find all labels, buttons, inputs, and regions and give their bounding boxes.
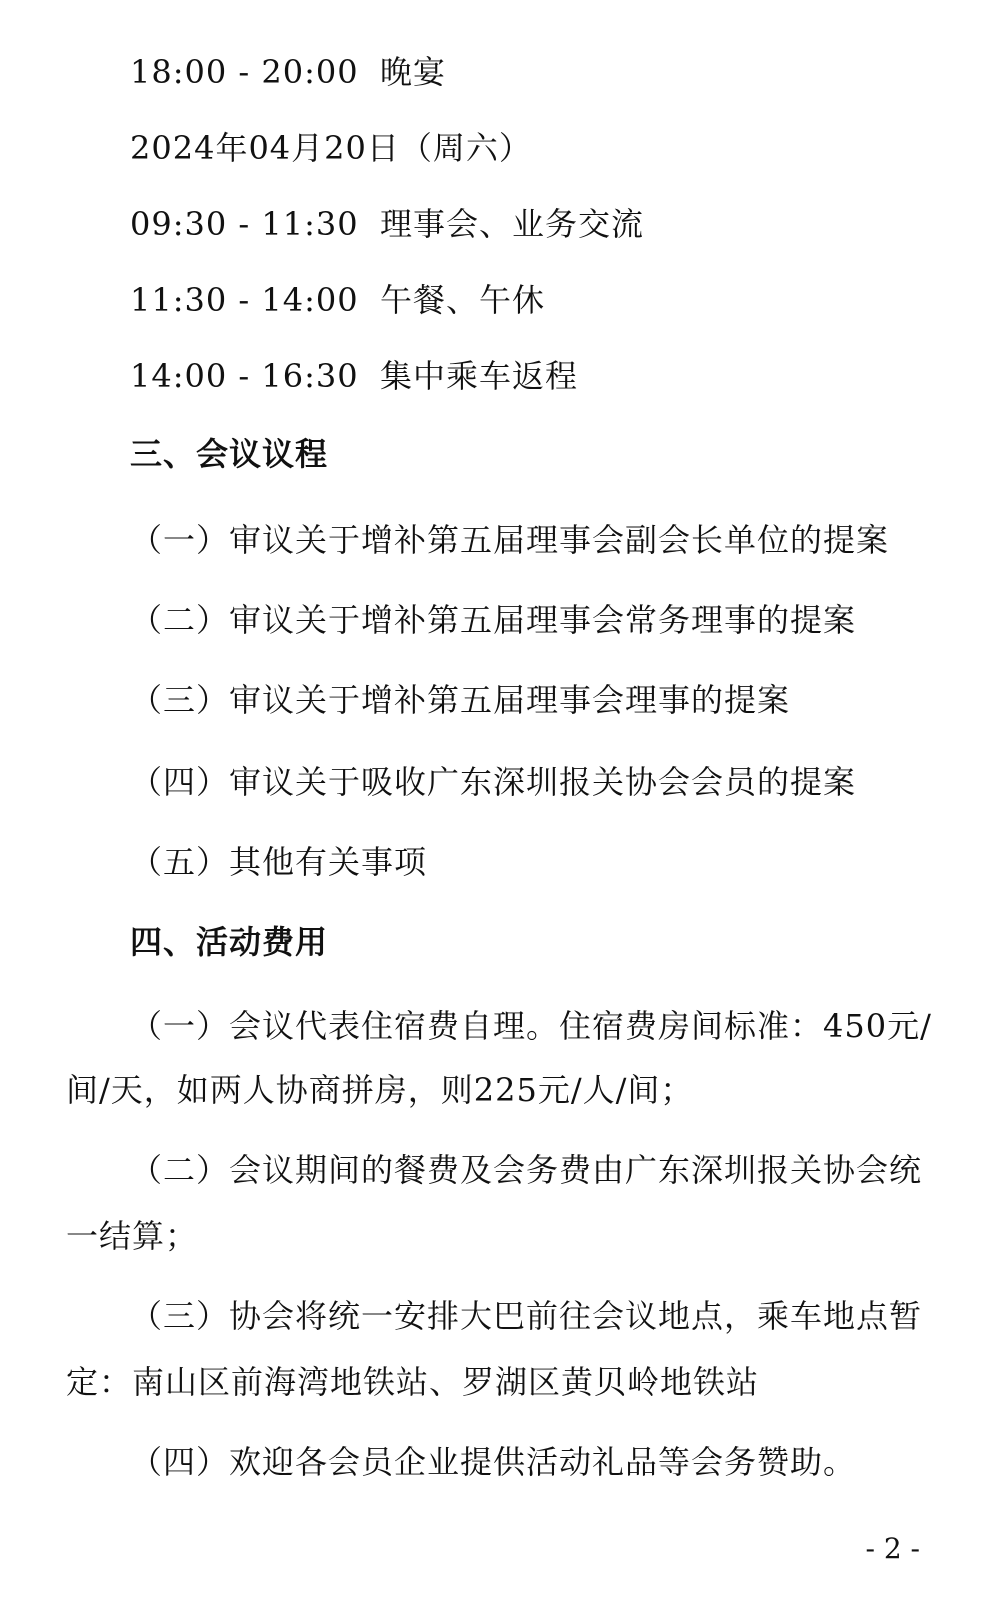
schedule-activity: 集中乘车返程 <box>380 357 579 395</box>
section-heading-agenda: 三、会议议程 <box>130 435 329 473</box>
agenda-item: （三）审议关于增补第五届理事会理事的提案 <box>130 681 791 719</box>
schedule-row <box>130 280 545 320</box>
page-number: - 2 - <box>865 1532 920 1565</box>
agenda-item: （五）其他有关事项 <box>130 843 428 881</box>
fee-item-2-line-1: （二）会议期间的餐费及会务费由广东深圳报关协会统 <box>130 1151 923 1189</box>
fee-item-4: （四）欢迎各会员企业提供活动礼品等会务赞助。 <box>130 1443 857 1481</box>
schedule-activity: 理事会、业务交流 <box>380 205 645 243</box>
schedule-time: 18:00 - 20:00 <box>130 53 359 91</box>
schedule-time: 14:00 - 16:30 <box>130 357 359 395</box>
day2-date: 2024年04月20日（周六） <box>130 129 532 167</box>
schedule-time: 11:30 - 14:00 <box>130 281 359 319</box>
agenda-item: （二）审议关于增补第五届理事会常务理事的提案 <box>130 601 857 639</box>
schedule-row <box>130 204 644 244</box>
fee-item-2-line-2: 一结算； <box>66 1217 199 1255</box>
agenda-item: （四）审议关于吸收广东深圳报关协会会员的提案 <box>130 763 857 801</box>
fee-item-3-line-1: （三）协会将统一安排大巴前往会议地点，乘车地点暂 <box>130 1297 923 1335</box>
fee-item-1-line-1: （一）会议代表住宿费自理。住宿费房间标准：450元/ <box>130 1007 932 1045</box>
schedule-row <box>130 356 578 396</box>
schedule-activity: 午餐、午休 <box>380 281 546 319</box>
agenda-item: （一）审议关于增补第五届理事会副会长单位的提案 <box>130 521 890 559</box>
schedule-activity: 晚宴 <box>380 53 447 91</box>
schedule-row <box>130 52 446 92</box>
fee-item-3-line-2: 定：南山区前海湾地铁站、罗湖区黄贝岭地铁站 <box>66 1363 760 1401</box>
section-heading-fees: 四、活动费用 <box>130 923 329 961</box>
fee-item-1-line-2: 间/天，如两人协商拼房，则225元/人/间； <box>66 1071 694 1109</box>
schedule-time: 09:30 - 11:30 <box>130 205 359 243</box>
